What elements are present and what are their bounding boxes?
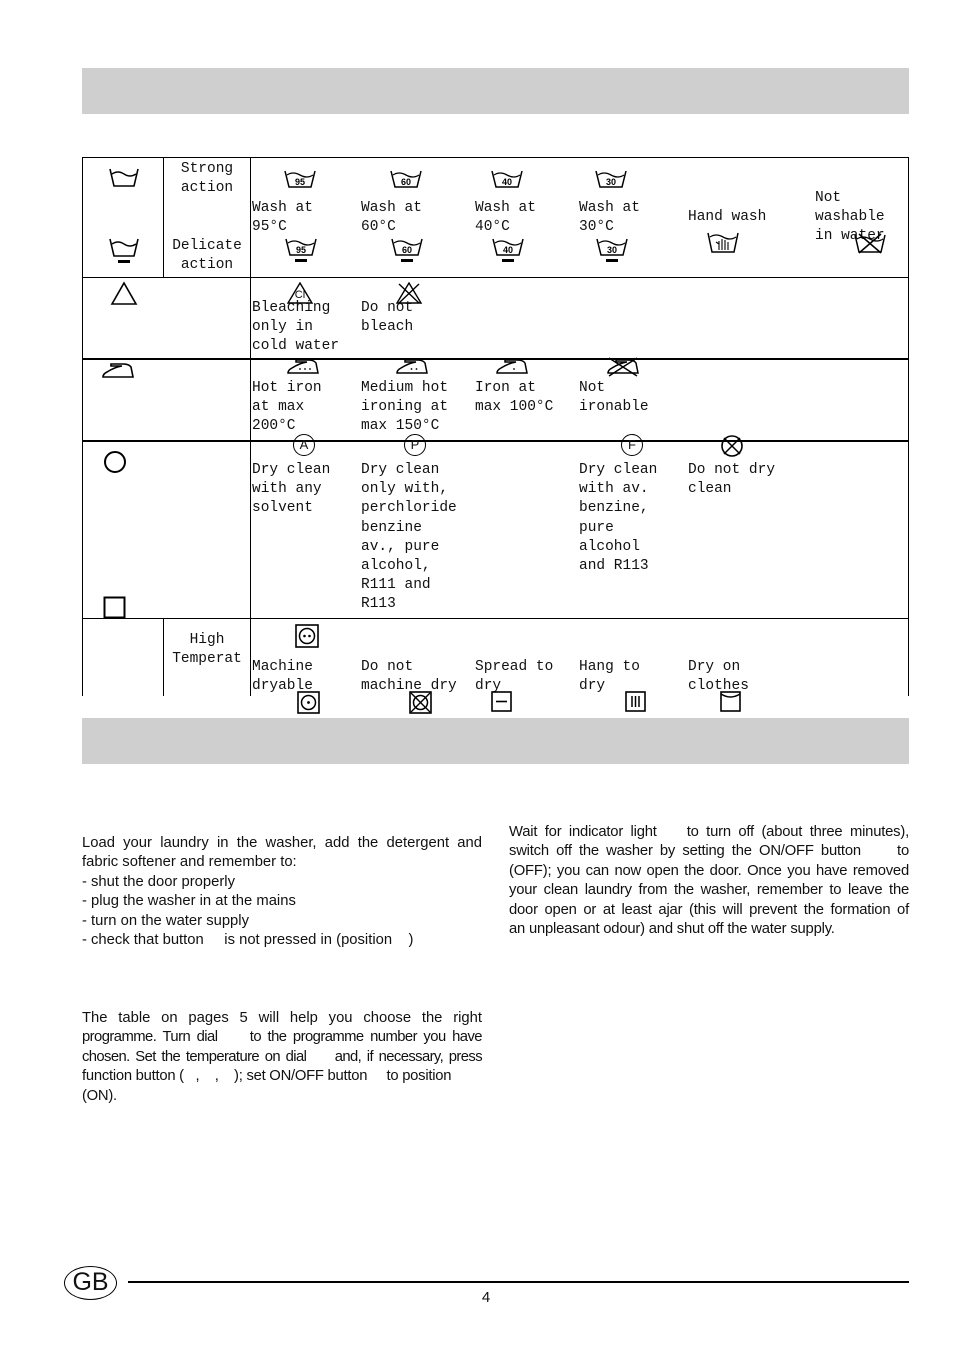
- wash-60-label: Wash at 60°C: [361, 200, 422, 236]
- no-machine-dry-label: Do not machine dry: [361, 659, 457, 695]
- dry-clean-circle-icon: [103, 450, 127, 474]
- tumble-high-icon: [295, 624, 319, 648]
- left-paragraph-programme: The table on pages 5 will help you choose the right programme. Turn dial to the programme number you have chosen. Set the temperature on dial and, if necessary, press function button ( , , ); set ON/OFF button to position (ON).: [82, 1010, 482, 1104]
- dry-clean-a-icon: A: [293, 434, 315, 456]
- hot-iron-label: Hot iron at max 200°C: [252, 380, 322, 435]
- no-bleach-label: Do not bleach: [361, 300, 414, 336]
- svg-text:40: 40: [502, 245, 514, 255]
- dry-clean-perchloride-label: Dry clean only with, perchloride benzine av., pure alcohol, R111 and R113: [361, 462, 457, 613]
- svg-text:60: 60: [401, 245, 413, 255]
- no-dry-clean-icon: [720, 434, 744, 458]
- wash-95-delicate-icon: [284, 236, 318, 266]
- wash-40-label: Wash at 40°C: [475, 200, 536, 236]
- iron-hot-icon: [285, 357, 321, 377]
- not-ironable-label: Not ironable: [579, 380, 649, 416]
- delicate-action-label: Delicate action: [172, 238, 242, 274]
- machine-dryable-label: Machine dryable: [252, 659, 313, 695]
- not-washable-icon: [853, 232, 887, 256]
- dry-on-clothes-label: Dry on clothes: [688, 659, 749, 695]
- high-temperature-label: High Temperat: [172, 632, 242, 668]
- medium-iron-label: Medium hot ironing at max 150°C: [361, 380, 449, 435]
- country-badge: GB: [64, 1266, 117, 1300]
- wash-tub-delicate-icon: [108, 236, 140, 266]
- dry-clean-any-label: Dry clean with any solvent: [252, 462, 331, 517]
- dry-flat-icon: [491, 691, 513, 713]
- bleach-cold-label: Bleaching only in cold water: [252, 300, 340, 355]
- spread-dry-label: Spread to dry: [475, 659, 554, 695]
- iron-medium-icon: [394, 357, 430, 377]
- no-iron-icon: [605, 357, 641, 377]
- iron-low-icon: [494, 357, 530, 377]
- wash-40-icon: [490, 168, 524, 190]
- wash-95-icon: [283, 168, 317, 190]
- svg-text:95: 95: [294, 177, 306, 187]
- hang-dry-icon: [625, 691, 647, 713]
- dry-clean-f-icon: F: [621, 434, 643, 456]
- wash-30-label: Wash at 30°C: [579, 200, 640, 236]
- hang-dry-label: Hang to dry: [579, 659, 640, 695]
- hand-wash-label: Hand wash: [688, 209, 767, 225]
- low-iron-label: Iron at max 100°C: [475, 380, 554, 416]
- no-tumble-icon: [409, 691, 433, 715]
- wash-tub-icon: [108, 166, 140, 190]
- tumble-square-icon: [103, 596, 127, 620]
- wash-60-icon: [389, 168, 423, 190]
- svg-text:30: 30: [605, 177, 617, 187]
- bleach-cl-icon: Cl: [286, 282, 314, 304]
- bleach-triangle-icon: [110, 281, 138, 307]
- no-dry-clean-label: Do not dry clean: [688, 462, 776, 498]
- not-washable-label: Not washable in: [815, 190, 885, 245]
- dry-on-clothes-icon: [720, 691, 742, 713]
- wash-30-delicate-icon: [595, 236, 629, 266]
- page-number: 4: [481, 1289, 491, 1306]
- dry-clean-benzine-label: Dry clean with av. benzine, pure alcohol and R113: [579, 462, 658, 575]
- tumble-low-icon: [297, 691, 321, 715]
- header-band-middle: [82, 718, 909, 764]
- wash-60-delicate-icon: [390, 236, 424, 266]
- header-band-top: [82, 68, 909, 114]
- left-paragraph-loading: Load your laundry in the washer, add the detergent and fabric softener and remember to: - shut the door properly - plug the washer in at the mains - turn on the water supply - check that button is not pressed in (position ): [82, 835, 482, 949]
- wash-95-label: Wash at 95°C: [252, 200, 313, 236]
- strong-action-label: Strong action: [180, 161, 234, 197]
- hand-wash-icon: [706, 230, 740, 256]
- svg-text:30: 30: [606, 245, 618, 255]
- footer-rule: [128, 1281, 909, 1283]
- wash-30-icon: [594, 168, 628, 190]
- svg-text:40: 40: [501, 177, 513, 187]
- wash-40-delicate-icon: [491, 236, 525, 266]
- svg-text:60: 60: [400, 177, 412, 187]
- svg-text:95: 95: [295, 245, 307, 255]
- right-paragraph-after-wash: Wait for indicator light to turn off (about three minutes), switch off the washer by setting the ON/OFF button to (OFF); you can now open the door. Once you have removed your clean laundry from the washer, remember to leave the door open or at least ajar (this will prevent the formation of an unpleasant odour) and shut off the water supply.: [509, 824, 909, 938]
- dry-clean-p-icon: P: [404, 434, 426, 456]
- iron-icon: [100, 361, 136, 381]
